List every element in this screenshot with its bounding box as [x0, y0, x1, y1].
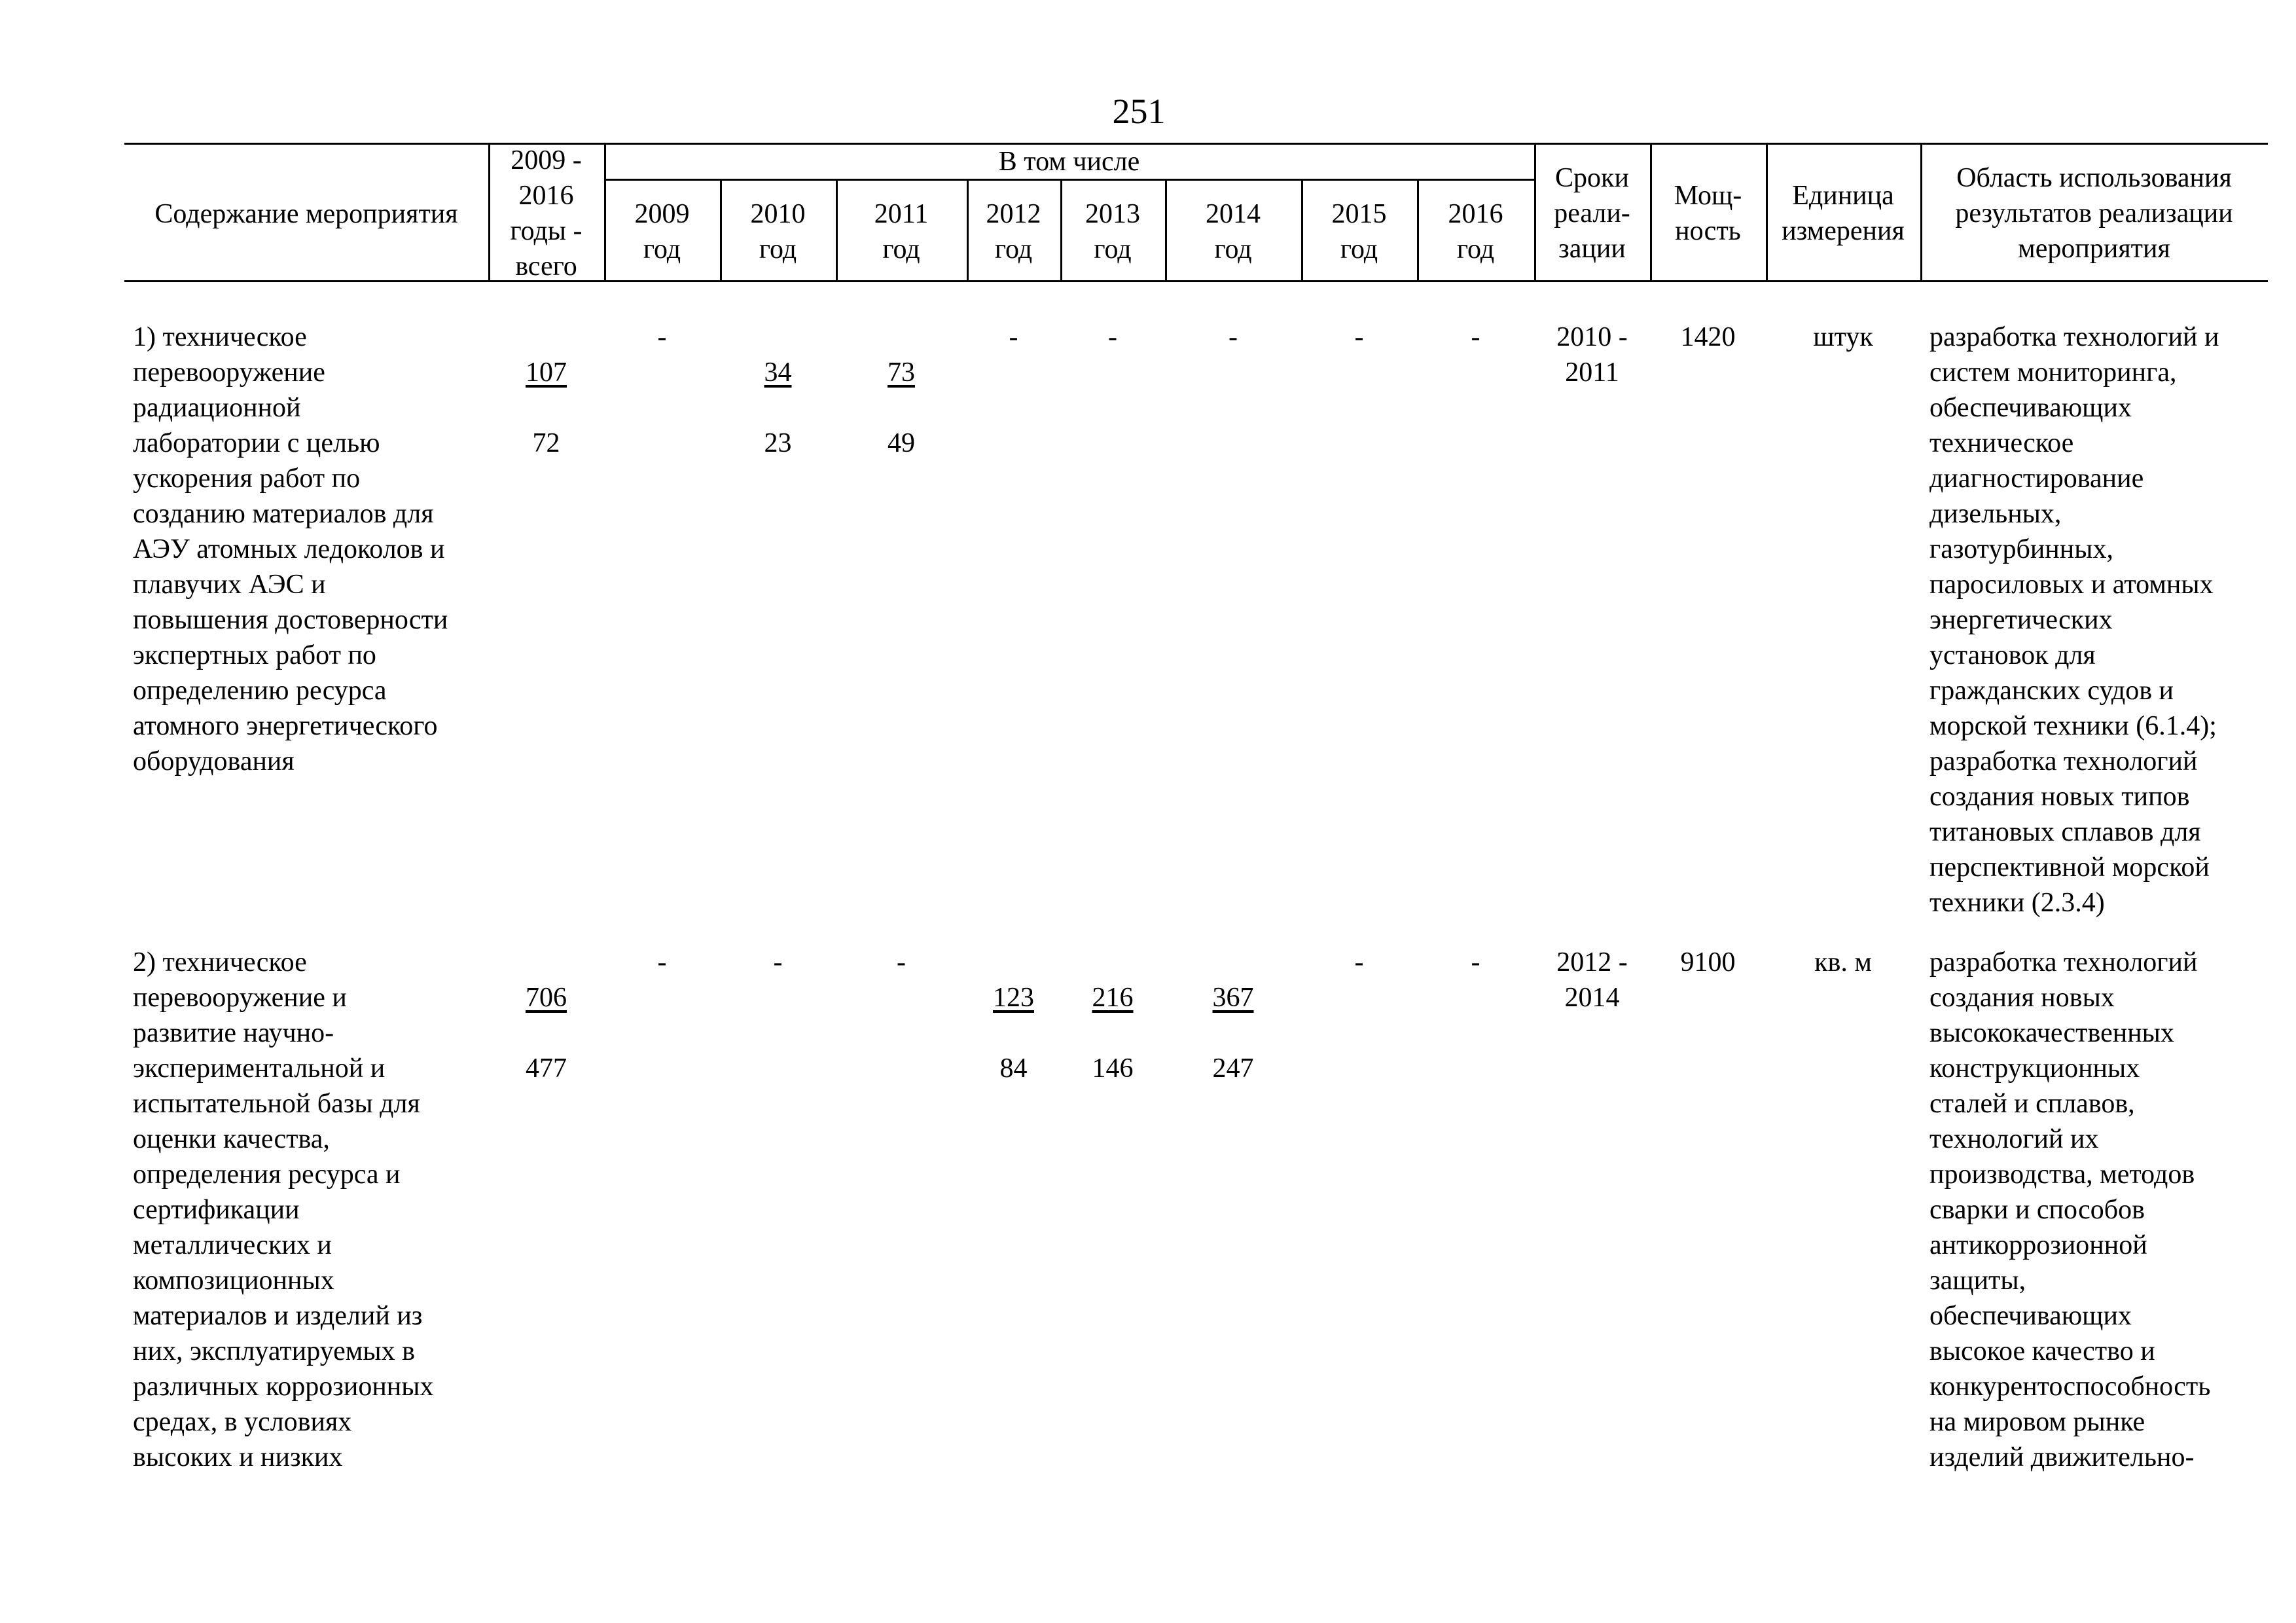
total-denominator: 477 — [526, 1053, 567, 1084]
header-year: 2010 год — [750, 199, 806, 264]
header-year: 2011 год — [874, 199, 929, 264]
row-area: разработка технологий и систем мониторинга, обеспечивающих техническое диагностирование дизельных, газотурбинных, паросиловых и атомных энергетических установок для гражданских судов и морской техники (6.1.4); разработка технологий создания новых типов титановых сплавов для перспективной морской техники (2.3.4) — [1929, 322, 2219, 918]
year-value: - — [1009, 322, 1018, 352]
total-denominator: 72 — [532, 428, 560, 458]
row-unit: кв. м — [1814, 947, 1872, 977]
year-value: - — [657, 947, 667, 977]
header-year: 2012 год — [986, 199, 1041, 264]
year-value — [836, 319, 967, 496]
row-terms: 2012 - 2014 — [1556, 947, 1628, 1013]
header-content: Содержание мероприятия — [154, 199, 458, 229]
year-value — [1165, 945, 1301, 1122]
year-value: - — [1354, 947, 1364, 977]
total-numerator: 706 — [526, 983, 567, 1013]
header-year: 2016 год — [1448, 199, 1503, 264]
page-number: 251 — [1112, 92, 1166, 131]
year-denominator: 84 — [999, 1053, 1028, 1084]
row-content: 1) техническое перевооружение радиационной лаборатории с целью ускорения работ по созданию материалов для АЭУ атомных ледоколов и плавучих АЭС и повышения достоверности экспертных работ по определению ресурса атомного энергетического оборудования — [133, 322, 448, 776]
year-numerator: 34 — [764, 357, 792, 388]
row-capacity: 9100 — [1680, 947, 1736, 977]
total-numerator: 107 — [526, 357, 567, 388]
year-numerator: 73 — [888, 357, 915, 388]
year-value: - — [897, 947, 906, 977]
year-value: - — [1471, 947, 1480, 977]
header-total: 2009 - 2016 годы - всего — [510, 145, 583, 282]
year-value: - — [1354, 322, 1364, 352]
header-capacity: Мощ- ность — [1674, 181, 1742, 246]
row-unit: штук — [1813, 322, 1873, 352]
row-content: 2) техническое перевооружение и развитие научно- экспериментальной и испытательной базы для оценки качества, определения ресурса и сертификации металлических и композиционных материалов и изделий из них, эксплуатируемых в различных коррозионных средах, в условиях высоких и низких — [133, 947, 434, 1472]
year-denominator: 247 — [1212, 1053, 1254, 1084]
row-terms: 2010 - 2011 — [1556, 322, 1628, 388]
year-value: - — [773, 947, 783, 977]
header-including: В том числе — [998, 147, 1140, 177]
year-value — [720, 319, 836, 496]
header-year: 2013 год — [1085, 199, 1140, 264]
row-capacity: 1420 — [1680, 322, 1736, 352]
header-year: 2015 год — [1331, 199, 1387, 264]
header-terms: Сроки реали- зации — [1554, 163, 1630, 264]
year-numerator: 123 — [993, 983, 1034, 1013]
year-value: - — [1229, 322, 1238, 352]
header-unit: Единица измерения — [1782, 181, 1905, 246]
year-numerator: 367 — [1212, 983, 1254, 1013]
year-value — [1060, 945, 1165, 1122]
row-total — [488, 945, 604, 1122]
year-denominator: 23 — [764, 428, 792, 458]
header-bottom-border — [124, 280, 2268, 282]
year-value: - — [1108, 322, 1117, 352]
year-value — [967, 945, 1060, 1122]
header-year: 2014 год — [1206, 199, 1261, 264]
row-area: разработка технологий создания новых высококачественных конструкционных сталей и сплавов, технологий их производства, методов сварки и способов антикоррозионной защиты, обеспечивающих высокое качество и конкурентоспособность на мировом рынке изделий движительно- — [1929, 947, 2211, 1472]
row-total — [488, 319, 604, 496]
year-denominator: 49 — [888, 428, 915, 458]
header-area: Область использования результатов реализации мероприятия — [1955, 163, 2233, 264]
year-numerator: 216 — [1092, 983, 1134, 1013]
year-denominator: 146 — [1092, 1053, 1134, 1084]
year-value: - — [1471, 322, 1480, 352]
year-value: - — [657, 322, 667, 352]
header-year: 2009 год — [634, 199, 690, 264]
